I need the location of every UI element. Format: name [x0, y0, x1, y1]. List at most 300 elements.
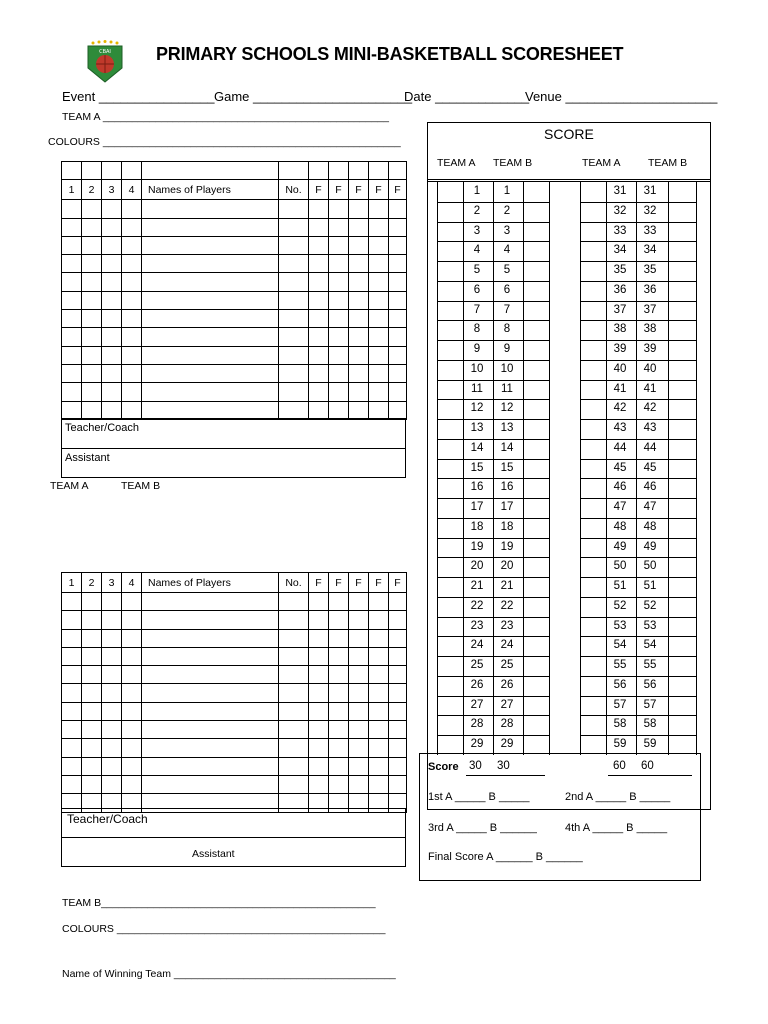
quarter-cell[interactable] — [82, 328, 102, 346]
quarter-cell[interactable] — [102, 721, 122, 739]
quarter-cell[interactable] — [62, 684, 82, 702]
player-name-cell[interactable] — [142, 383, 279, 401]
quarter-cell[interactable] — [62, 775, 82, 793]
running-score-number[interactable]: 48 — [613, 520, 627, 533]
running-score-number[interactable]: 29 — [500, 738, 514, 750]
quarter-cell[interactable] — [122, 684, 142, 702]
foul-cell[interactable] — [309, 273, 329, 291]
quarter-cell[interactable] — [82, 255, 102, 273]
foul-cell[interactable] — [369, 775, 389, 793]
teacher-coach-field-b[interactable] — [61, 808, 406, 838]
foul-cell[interactable] — [389, 629, 407, 647]
foul-cell[interactable] — [329, 364, 349, 382]
quarter-cell[interactable] — [82, 273, 102, 291]
quarter-cell[interactable] — [82, 666, 102, 684]
running-score-number[interactable]: 56 — [613, 678, 627, 691]
quarter-cell[interactable] — [62, 666, 82, 684]
quarter-cell[interactable] — [102, 702, 122, 720]
foul-cell[interactable] — [349, 310, 369, 328]
quarter-cell[interactable] — [102, 346, 122, 364]
foul-cell[interactable] — [309, 236, 329, 254]
event-field[interactable]: Event ________________ — [62, 89, 215, 104]
running-score-number[interactable]: 22 — [470, 599, 484, 612]
running-score-number[interactable]: 34 — [613, 244, 627, 257]
player-number-cell[interactable] — [279, 291, 309, 309]
date-field[interactable]: Date _____________ — [404, 89, 530, 104]
foul-cell[interactable] — [329, 383, 349, 401]
player-number-cell[interactable] — [279, 218, 309, 236]
quarter-cell[interactable] — [122, 647, 142, 665]
quarter-cell[interactable] — [102, 775, 122, 793]
running-score-number[interactable]: 55 — [613, 659, 627, 671]
foul-cell[interactable] — [329, 218, 349, 236]
quarter-cell[interactable] — [122, 401, 142, 419]
running-score-number[interactable]: 51 — [643, 580, 657, 592]
foul-cell[interactable] — [329, 739, 349, 757]
quarter-cell[interactable] — [82, 629, 102, 647]
quarter-cell[interactable] — [82, 757, 102, 775]
player-name-cell[interactable] — [142, 310, 279, 328]
running-score-number[interactable]: 37 — [613, 303, 627, 316]
player-name-cell[interactable] — [142, 702, 279, 720]
foul-cell[interactable] — [309, 629, 329, 647]
running-score-number[interactable]: 44 — [613, 441, 627, 454]
foul-cell[interactable] — [389, 593, 407, 611]
score-row-30-a[interactable]: 30 — [469, 760, 482, 772]
foul-cell[interactable] — [329, 346, 349, 364]
running-score-number[interactable]: 59 — [643, 738, 657, 750]
quarter-cell[interactable] — [82, 236, 102, 254]
foul-cell[interactable] — [369, 702, 389, 720]
quarter-cell[interactable] — [102, 291, 122, 309]
running-score-number[interactable]: 49 — [613, 540, 627, 553]
player-number-cell[interactable] — [279, 757, 309, 775]
foul-cell[interactable] — [369, 200, 389, 218]
running-score-number[interactable]: 13 — [500, 422, 514, 434]
foul-cell[interactable] — [329, 200, 349, 218]
foul-cell[interactable] — [389, 310, 407, 328]
running-score-number[interactable]: 26 — [500, 678, 514, 691]
running-score-number[interactable]: 27 — [500, 698, 514, 711]
running-score-number[interactable]: 54 — [643, 639, 657, 652]
player-name-cell[interactable] — [142, 255, 279, 273]
foul-cell[interactable] — [309, 291, 329, 309]
running-score-number[interactable]: 38 — [643, 323, 657, 336]
player-number-cell[interactable] — [279, 647, 309, 665]
foul-cell[interactable] — [329, 310, 349, 328]
player-number-cell[interactable] — [279, 273, 309, 291]
running-score-number[interactable]: 42 — [643, 402, 657, 415]
running-score-number[interactable]: 23 — [470, 619, 484, 632]
quarter-cell[interactable] — [102, 310, 122, 328]
player-row[interactable] — [62, 200, 407, 218]
player-number-cell[interactable] — [279, 383, 309, 401]
running-score-number[interactable]: 43 — [643, 422, 657, 434]
running-score-number[interactable]: 45 — [613, 461, 627, 474]
foul-cell[interactable] — [329, 684, 349, 702]
period-1-field[interactable]: 1st A _____ B _____ — [428, 791, 530, 803]
quarter-cell[interactable] — [82, 346, 102, 364]
player-row[interactable] — [62, 273, 407, 291]
running-score-number[interactable]: 6 — [473, 283, 481, 296]
running-score-number[interactable]: 17 — [470, 501, 484, 513]
running-score-number[interactable]: 20 — [500, 560, 514, 573]
running-score-number[interactable]: 49 — [643, 540, 657, 553]
quarter-cell[interactable] — [122, 739, 142, 757]
player-number-cell[interactable] — [279, 721, 309, 739]
foul-cell[interactable] — [369, 611, 389, 629]
running-score-number[interactable]: 24 — [500, 639, 514, 652]
running-score-number[interactable]: 5 — [473, 264, 481, 276]
running-score-number[interactable]: 50 — [613, 560, 627, 573]
player-number-cell[interactable] — [279, 611, 309, 629]
quarter-cell[interactable] — [122, 218, 142, 236]
running-score-number[interactable]: 4 — [503, 244, 511, 257]
quarter-cell[interactable] — [122, 593, 142, 611]
foul-cell[interactable] — [349, 666, 369, 684]
player-name-cell[interactable] — [142, 611, 279, 629]
player-row[interactable] — [62, 218, 407, 236]
foul-cell[interactable] — [389, 775, 407, 793]
foul-cell[interactable] — [369, 273, 389, 291]
foul-cell[interactable] — [329, 757, 349, 775]
foul-cell[interactable] — [349, 739, 369, 757]
player-name-cell[interactable] — [142, 775, 279, 793]
foul-cell[interactable] — [309, 647, 329, 665]
assistant-field-a[interactable] — [61, 448, 406, 478]
foul-cell[interactable] — [389, 721, 407, 739]
quarter-cell[interactable] — [82, 647, 102, 665]
score-row-60-a[interactable]: 60 — [613, 760, 626, 772]
player-row[interactable] — [62, 684, 407, 702]
running-score-number[interactable]: 8 — [503, 323, 511, 336]
foul-cell[interactable] — [309, 757, 329, 775]
foul-cell[interactable] — [349, 383, 369, 401]
quarter-cell[interactable] — [62, 346, 82, 364]
running-score-number[interactable]: 1 — [503, 185, 511, 197]
running-score-number[interactable]: 6 — [503, 283, 511, 296]
period-3-field[interactable]: 3rd A _____ B ______ — [428, 822, 537, 834]
running-score-number[interactable]: 51 — [613, 580, 627, 592]
foul-cell[interactable] — [349, 401, 369, 419]
foul-cell[interactable] — [389, 291, 407, 309]
running-score-number[interactable]: 52 — [643, 599, 657, 612]
foul-cell[interactable] — [349, 236, 369, 254]
period-2-field[interactable]: 2nd A _____ B _____ — [565, 791, 671, 803]
quarter-cell[interactable] — [102, 739, 122, 757]
quarter-cell[interactable] — [102, 611, 122, 629]
running-score-number[interactable]: 28 — [470, 718, 484, 731]
running-score-number[interactable]: 32 — [613, 204, 627, 217]
quarter-cell[interactable] — [62, 702, 82, 720]
foul-cell[interactable] — [349, 721, 369, 739]
quarter-cell[interactable] — [62, 328, 82, 346]
foul-cell[interactable] — [309, 255, 329, 273]
quarter-cell[interactable] — [102, 383, 122, 401]
quarter-cell[interactable] — [122, 328, 142, 346]
player-number-cell[interactable] — [279, 629, 309, 647]
player-number-cell[interactable] — [279, 775, 309, 793]
running-score-number[interactable]: 15 — [470, 461, 484, 474]
quarter-cell[interactable] — [62, 757, 82, 775]
foul-cell[interactable] — [309, 611, 329, 629]
running-score-number[interactable]: 58 — [613, 718, 627, 731]
foul-cell[interactable] — [389, 236, 407, 254]
foul-cell[interactable] — [389, 757, 407, 775]
quarter-cell[interactable] — [122, 383, 142, 401]
foul-cell[interactable] — [349, 364, 369, 382]
foul-cell[interactable] — [389, 702, 407, 720]
running-score-number[interactable]: 59 — [613, 738, 627, 750]
foul-cell[interactable] — [349, 255, 369, 273]
running-score-number[interactable]: 3 — [503, 224, 511, 237]
period-4-field[interactable]: 4th A _____ B _____ — [565, 822, 668, 834]
foul-cell[interactable] — [369, 383, 389, 401]
player-row[interactable] — [62, 255, 407, 273]
running-score-number[interactable]: 27 — [470, 698, 484, 711]
foul-cell[interactable] — [369, 684, 389, 702]
foul-cell[interactable] — [329, 328, 349, 346]
game-field[interactable]: Game ______________________ — [214, 89, 413, 104]
quarter-cell[interactable] — [102, 593, 122, 611]
foul-cell[interactable] — [369, 629, 389, 647]
foul-cell[interactable] — [329, 666, 349, 684]
running-score-number[interactable]: 12 — [470, 402, 484, 415]
player-number-cell[interactable] — [279, 255, 309, 273]
foul-cell[interactable] — [309, 200, 329, 218]
quarter-cell[interactable] — [102, 328, 122, 346]
quarter-cell[interactable] — [62, 218, 82, 236]
running-score-number[interactable]: 14 — [500, 441, 514, 454]
player-row[interactable] — [62, 775, 407, 793]
running-score-number[interactable]: 47 — [613, 501, 627, 513]
quarter-cell[interactable] — [82, 291, 102, 309]
foul-cell[interactable] — [389, 739, 407, 757]
foul-cell[interactable] — [309, 218, 329, 236]
quarter-cell[interactable] — [122, 200, 142, 218]
running-score-number[interactable]: 57 — [643, 698, 657, 711]
running-score-number[interactable]: 4 — [473, 244, 481, 257]
player-name-cell[interactable] — [142, 647, 279, 665]
quarter-cell[interactable] — [102, 236, 122, 254]
quarter-cell[interactable] — [102, 666, 122, 684]
player-number-cell[interactable] — [279, 346, 309, 364]
player-row[interactable] — [62, 401, 407, 419]
running-score-number[interactable]: 50 — [643, 560, 657, 573]
quarter-cell[interactable] — [122, 775, 142, 793]
quarter-cell[interactable] — [122, 310, 142, 328]
running-score-number[interactable]: 18 — [500, 520, 514, 533]
player-row[interactable] — [62, 364, 407, 382]
quarter-cell[interactable] — [122, 757, 142, 775]
foul-cell[interactable] — [309, 346, 329, 364]
quarter-cell[interactable] — [62, 647, 82, 665]
player-number-cell[interactable] — [279, 666, 309, 684]
player-row[interactable] — [62, 666, 407, 684]
quarter-cell[interactable] — [82, 218, 102, 236]
foul-cell[interactable] — [309, 310, 329, 328]
running-score-number[interactable]: 53 — [613, 619, 627, 632]
running-score-number[interactable]: 46 — [643, 481, 657, 494]
quarter-cell[interactable] — [102, 364, 122, 382]
foul-cell[interactable] — [349, 291, 369, 309]
quarter-cell[interactable] — [82, 364, 102, 382]
quarter-cell[interactable] — [82, 611, 102, 629]
running-score-number[interactable]: 42 — [613, 402, 627, 415]
foul-cell[interactable] — [369, 721, 389, 739]
colours-a-field[interactable]: COLOURS ___________________________________________________ — [48, 136, 401, 148]
venue-field[interactable]: Venue _____________________ — [525, 89, 718, 104]
running-score-number[interactable]: 25 — [470, 659, 484, 671]
foul-cell[interactable] — [389, 346, 407, 364]
foul-cell[interactable] — [369, 236, 389, 254]
quarter-cell[interactable] — [62, 291, 82, 309]
foul-cell[interactable] — [329, 775, 349, 793]
quarter-cell[interactable] — [102, 273, 122, 291]
running-score-number[interactable]: 29 — [470, 738, 484, 750]
running-score-number[interactable]: 11 — [501, 382, 513, 395]
foul-cell[interactable] — [369, 401, 389, 419]
running-score-number[interactable]: 41 — [613, 382, 627, 395]
running-score-number[interactable]: 37 — [643, 303, 657, 316]
running-score-number[interactable]: 9 — [473, 343, 481, 355]
player-number-cell[interactable] — [279, 739, 309, 757]
foul-cell[interactable] — [309, 328, 329, 346]
teacher-coach-field-a[interactable] — [61, 418, 406, 449]
running-score-number[interactable]: 15 — [500, 461, 514, 474]
score-row-60-b[interactable]: 60 — [641, 760, 654, 772]
running-score-number[interactable]: 18 — [470, 520, 484, 533]
foul-cell[interactable] — [329, 291, 349, 309]
running-score-number[interactable]: 22 — [500, 599, 514, 612]
running-score-number[interactable]: 21 — [500, 580, 514, 592]
quarter-cell[interactable] — [62, 721, 82, 739]
running-score-number[interactable]: 19 — [500, 540, 514, 553]
running-score-number[interactable]: 39 — [643, 343, 657, 355]
running-score-number[interactable]: 54 — [613, 639, 627, 652]
quarter-cell[interactable] — [102, 757, 122, 775]
foul-cell[interactable] — [349, 218, 369, 236]
player-number-cell[interactable] — [279, 684, 309, 702]
running-score-number[interactable]: 40 — [643, 362, 657, 375]
team-b-field[interactable]: TEAM B_______________________________________________ — [62, 897, 376, 909]
running-score-number[interactable]: 34 — [643, 244, 657, 257]
running-score-number[interactable]: 55 — [643, 659, 657, 671]
winning-team-field[interactable]: Name of Winning Team ______________________________________ — [62, 968, 396, 980]
quarter-cell[interactable] — [62, 310, 82, 328]
foul-cell[interactable] — [309, 702, 329, 720]
foul-cell[interactable] — [329, 401, 349, 419]
quarter-cell[interactable] — [62, 364, 82, 382]
running-score-number[interactable]: 58 — [643, 718, 657, 731]
quarter-cell[interactable] — [62, 236, 82, 254]
running-score-number[interactable]: 5 — [503, 264, 511, 276]
running-score-number[interactable]: 41 — [643, 382, 657, 395]
player-row[interactable] — [62, 593, 407, 611]
player-number-cell[interactable] — [279, 702, 309, 720]
quarter-cell[interactable] — [102, 255, 122, 273]
foul-cell[interactable] — [309, 721, 329, 739]
running-score-number[interactable]: 39 — [613, 343, 627, 355]
quarter-cell[interactable] — [62, 383, 82, 401]
running-score-number[interactable]: 33 — [613, 224, 627, 237]
foul-cell[interactable] — [309, 666, 329, 684]
running-score-number[interactable]: 2 — [503, 204, 511, 217]
player-row[interactable] — [62, 328, 407, 346]
foul-cell[interactable] — [349, 647, 369, 665]
foul-cell[interactable] — [309, 401, 329, 419]
quarter-cell[interactable] — [82, 593, 102, 611]
foul-cell[interactable] — [309, 364, 329, 382]
foul-cell[interactable] — [309, 684, 329, 702]
quarter-cell[interactable] — [122, 236, 142, 254]
quarter-cell[interactable] — [122, 364, 142, 382]
running-score-number[interactable]: 11 — [471, 382, 483, 395]
running-score-number[interactable]: 16 — [500, 481, 514, 494]
foul-cell[interactable] — [369, 647, 389, 665]
player-number-cell[interactable] — [279, 200, 309, 218]
foul-cell[interactable] — [329, 255, 349, 273]
player-name-cell[interactable] — [142, 684, 279, 702]
quarter-cell[interactable] — [62, 273, 82, 291]
player-row[interactable] — [62, 310, 407, 328]
foul-cell[interactable] — [369, 346, 389, 364]
running-score-number[interactable]: 9 — [503, 343, 511, 355]
foul-cell[interactable] — [329, 647, 349, 665]
quarter-cell[interactable] — [122, 346, 142, 364]
foul-cell[interactable] — [349, 702, 369, 720]
foul-cell[interactable] — [329, 236, 349, 254]
running-score-number[interactable]: 12 — [500, 402, 514, 415]
player-row[interactable] — [62, 721, 407, 739]
player-row[interactable] — [62, 346, 407, 364]
quarter-cell[interactable] — [102, 200, 122, 218]
quarter-cell[interactable] — [102, 647, 122, 665]
foul-cell[interactable] — [309, 383, 329, 401]
foul-cell[interactable] — [349, 200, 369, 218]
foul-cell[interactable] — [369, 328, 389, 346]
running-score-number[interactable]: 25 — [500, 659, 514, 671]
quarter-cell[interactable] — [82, 702, 102, 720]
foul-cell[interactable] — [369, 593, 389, 611]
quarter-cell[interactable] — [102, 684, 122, 702]
player-row[interactable] — [62, 757, 407, 775]
quarter-cell[interactable] — [62, 200, 82, 218]
player-name-cell[interactable] — [142, 593, 279, 611]
player-number-cell[interactable] — [279, 310, 309, 328]
final-score-field[interactable]: Final Score A ______ B ______ — [428, 851, 583, 863]
foul-cell[interactable] — [329, 702, 349, 720]
foul-cell[interactable] — [309, 775, 329, 793]
running-score-number[interactable]: 35 — [643, 264, 657, 276]
foul-cell[interactable] — [329, 273, 349, 291]
foul-cell[interactable] — [369, 757, 389, 775]
foul-cell[interactable] — [389, 200, 407, 218]
foul-cell[interactable] — [389, 328, 407, 346]
quarter-cell[interactable] — [122, 666, 142, 684]
foul-cell[interactable] — [329, 593, 349, 611]
running-score-number[interactable]: 26 — [470, 678, 484, 691]
foul-cell[interactable] — [329, 611, 349, 629]
running-score-number[interactable]: 10 — [470, 362, 484, 375]
quarter-cell[interactable] — [62, 255, 82, 273]
player-row[interactable] — [62, 629, 407, 647]
player-row[interactable] — [62, 383, 407, 401]
player-row[interactable] — [62, 236, 407, 254]
quarter-cell[interactable] — [82, 739, 102, 757]
player-number-cell[interactable] — [279, 364, 309, 382]
score-row-30-b[interactable]: 30 — [497, 760, 510, 772]
